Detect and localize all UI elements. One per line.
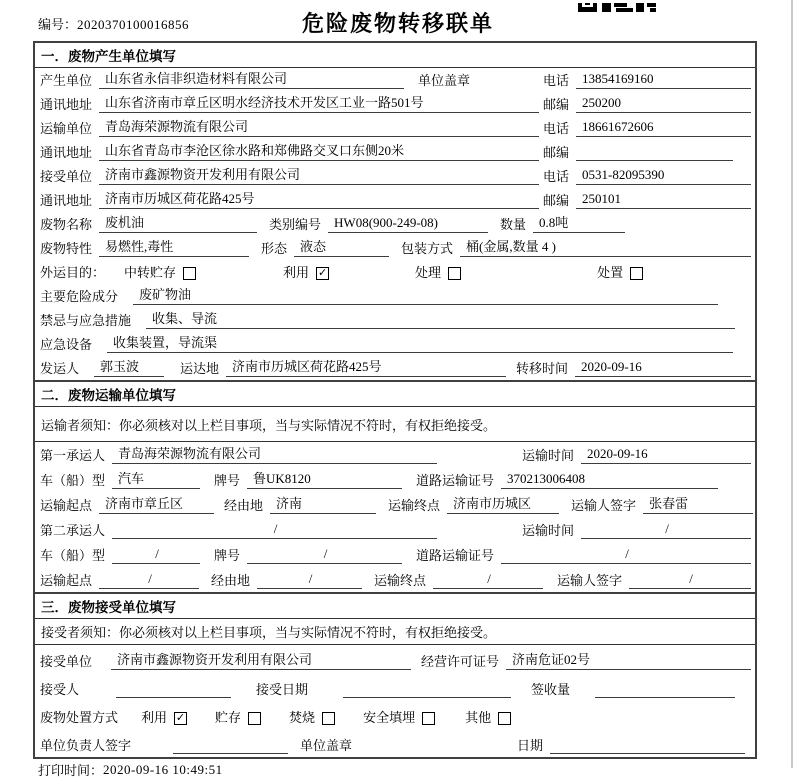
field-value: 济南市历城区荷花路425号: [226, 359, 506, 377]
field-label: 车（船）型: [40, 473, 106, 488]
field-value: 青岛海荣源物流有限公司: [112, 446, 437, 464]
checkbox-label: 贮存: [215, 710, 242, 725]
field-label: 运达地: [180, 361, 220, 376]
field-label: 数量: [500, 217, 527, 232]
checkbox-unchecked-icon: [498, 712, 511, 725]
form-row: [35, 442, 755, 467]
field-label: 道路运输证号: [416, 548, 495, 563]
section-1: [33, 41, 757, 382]
field-label: 通讯地址: [40, 145, 93, 160]
checkbox-unchecked-icon: [248, 712, 261, 725]
form-row: [35, 92, 755, 116]
field-label: 类别编号: [269, 217, 322, 232]
manifest-form: [33, 41, 757, 759]
print-time-line: [0, 759, 796, 780]
checkbox-option: [597, 262, 643, 281]
field-label: 电话: [542, 121, 569, 136]
field-label: 主要危险成分: [40, 289, 119, 304]
field-label: 包装方式: [401, 241, 454, 256]
field-label: 接受人: [40, 682, 80, 697]
field-value-slash: /: [581, 521, 751, 539]
field-value-slash: /: [433, 571, 543, 589]
section-heading: 二．废物运输单位填写: [35, 382, 755, 407]
checkbox-label: 处理: [415, 265, 442, 280]
field-label: 牌号: [214, 548, 241, 563]
field-label: 运输人签字: [571, 498, 637, 513]
field-value: 易燃性,毒性: [99, 239, 249, 257]
field-label: 运输时间: [521, 448, 574, 463]
checkbox-unchecked-icon: [183, 267, 196, 280]
field-label: 道路运输证号: [416, 473, 495, 488]
serial-number: 2020370100016856: [77, 17, 190, 32]
field-value-blank: [550, 737, 745, 754]
checkbox-option: [283, 262, 329, 281]
form-row: [35, 308, 755, 332]
field-value-slash: /: [112, 521, 437, 539]
field-label: 邮编: [542, 145, 569, 160]
field-label: 运输起点: [40, 498, 93, 513]
checkbox-unchecked-icon: [630, 267, 643, 280]
field-label: 废物名称: [40, 217, 93, 232]
checkbox-label: 利用: [283, 265, 310, 280]
checkbox-option: [141, 707, 187, 726]
field-label: 运输起点: [40, 573, 93, 588]
field-label: 邮编: [542, 193, 569, 208]
field-value-blank: [595, 681, 735, 698]
checkbox-option: [215, 707, 261, 726]
field-value: 13854169160: [576, 71, 751, 89]
form-row: [35, 236, 755, 260]
print-time-value: 2020-09-16 10:49:51: [103, 761, 223, 777]
field-label: 电话: [542, 73, 569, 88]
checkbox-checked-icon: ✓: [317, 267, 328, 279]
field-value: 液态: [294, 239, 389, 257]
form-row: [35, 492, 755, 517]
field-value: 废矿物油: [133, 287, 718, 305]
field-label: 运输人签字: [557, 573, 623, 588]
form-row: [35, 284, 755, 308]
field-value: 济南危证02号: [506, 652, 751, 670]
form-row: [35, 116, 755, 140]
field-value-slash: /: [112, 546, 200, 564]
field-value: 济南市历城区荷花路425号: [99, 191, 539, 209]
field-label: 邮编: [542, 97, 569, 112]
field-label: 单位盖章: [300, 738, 353, 753]
field-value: 桶(金属,数量 4 ): [460, 239, 751, 257]
checkbox-option: [415, 262, 461, 281]
checkbox-option: [289, 707, 335, 726]
checkbox-unchecked-icon: [322, 712, 335, 725]
form-row: [35, 729, 755, 757]
field-label: 产生单位: [40, 73, 93, 88]
checkbox-label: 其他: [465, 710, 492, 725]
field-label: 经由地: [224, 498, 264, 513]
form-row: [35, 188, 755, 212]
form-row: [35, 701, 755, 729]
field-label: 车（船）型: [40, 548, 106, 563]
field-value: 0531-82095390: [576, 167, 751, 185]
field-value: 鲁UK8120: [247, 471, 402, 489]
field-value-blank: [576, 144, 733, 161]
checkbox-label: 中转贮存: [124, 265, 177, 280]
notice-row: 运输者须知：你必须核对以上栏目事项，当与实际情况不符时，有权拒绝接受。: [35, 407, 755, 442]
form-row: [35, 542, 755, 567]
field-value: 山东省青岛市李沧区徐水路和郑佛路交叉口东侧20米: [99, 143, 539, 161]
field-label: 接受日期: [256, 682, 309, 697]
field-value: 济南市章丘区: [99, 496, 214, 514]
field-value-slash: /: [257, 571, 362, 589]
field-value: 郭玉波: [94, 359, 164, 377]
checkbox-unchecked-icon: [448, 267, 461, 280]
field-value-slash: /: [247, 546, 402, 564]
field-value-slash: /: [99, 571, 199, 589]
field-label: 应急设备: [40, 337, 93, 352]
checkbox-label: 利用: [141, 710, 168, 725]
field-label: 废物处置方式: [40, 710, 119, 725]
field-label: 经营许可证号: [421, 654, 500, 669]
field-value: 山东省永信非织造材料有限公司: [99, 71, 404, 89]
checkbox-option: [124, 262, 196, 281]
field-value: 0.8吨: [533, 215, 625, 233]
checkbox-label: 安全填埋: [363, 710, 416, 725]
checkbox-option: [363, 707, 435, 726]
page-edge-line: [791, 0, 793, 768]
field-value: HW08(900-249-08): [328, 215, 488, 233]
field-value: 250200: [576, 95, 751, 113]
field-value: 山东省济南市章丘区明水经济技术开发区工业一路501号: [99, 95, 539, 113]
field-value: 18661672606: [576, 119, 751, 137]
form-row: [35, 212, 755, 236]
field-label: 运输单位: [40, 121, 93, 136]
field-value: 2020-09-16: [575, 359, 751, 377]
field-value: 济南市鑫源物资开发利用有限公司: [111, 652, 411, 670]
print-time-label: 打印时间：: [38, 763, 104, 778]
field-value: 2020-09-16: [581, 446, 751, 464]
field-label: 第一承运人: [40, 448, 106, 463]
field-label: 单位负责人签字: [40, 738, 132, 753]
form-row: [35, 356, 755, 380]
form-row: [35, 645, 755, 673]
field-value: 370213006408: [501, 471, 718, 489]
field-value: 青岛海荣源物流有限公司: [99, 119, 539, 137]
field-value: 济南市鑫源物资开发利用有限公司: [99, 167, 539, 185]
field-label: 外运目的：: [40, 265, 106, 280]
field-value-slash: /: [501, 546, 751, 564]
field-value-blank: [173, 737, 288, 754]
field-label: 发运人: [40, 361, 80, 376]
section-3: [33, 594, 757, 759]
field-label: 通讯地址: [40, 193, 93, 208]
field-label: 第二承运人: [40, 523, 106, 538]
form-row: [35, 140, 755, 164]
field-label: 废物特性: [40, 241, 93, 256]
field-label: 运输终点: [388, 498, 441, 513]
page-title: 危险废物转移联单: [301, 11, 494, 36]
field-value-blank: [116, 681, 231, 698]
field-label: 日期: [516, 738, 543, 753]
field-label: 单位盖章: [418, 73, 471, 88]
form-row: [35, 467, 755, 492]
form-row: [35, 517, 755, 542]
field-value: 250101: [576, 191, 751, 209]
field-label: 接受单位: [40, 654, 93, 669]
serial-number-line: [38, 14, 189, 33]
field-label: 运输时间: [521, 523, 574, 538]
serial-label: 编号：: [38, 17, 78, 32]
notice-row: 接受者须知：你必须核对以上栏目事项，当与实际情况不符时，有权拒绝接受。: [35, 619, 755, 645]
field-label: 牌号: [214, 473, 241, 488]
field-value-blank: [343, 681, 511, 698]
checkbox-checked-icon: ✓: [175, 712, 186, 724]
field-label: 形态: [261, 241, 288, 256]
form-row: [35, 567, 755, 592]
document-header: [0, 0, 796, 41]
field-value: 收集装置，导流渠: [107, 335, 733, 353]
field-label: 电话: [542, 169, 569, 184]
field-value: 张春雷: [643, 496, 753, 514]
field-value: 汽车: [112, 471, 200, 489]
field-label: 运输终点: [374, 573, 427, 588]
field-label: 转移时间: [516, 361, 569, 376]
field-value: 济南市历城区: [447, 496, 559, 514]
field-label: 禁忌与应急措施: [40, 313, 132, 328]
checkbox-unchecked-icon: [422, 712, 435, 725]
checkbox-option: [465, 707, 511, 726]
section-2: [33, 382, 757, 594]
field-label: 接受单位: [40, 169, 93, 184]
form-row: [35, 673, 755, 701]
field-label: 经由地: [211, 573, 251, 588]
field-value: 废机油: [99, 215, 257, 233]
field-label: 签收量: [531, 682, 571, 697]
field-value-slash: /: [629, 571, 751, 589]
section-heading: 一．废物产生单位填写: [35, 43, 755, 68]
field-label: 通讯地址: [40, 97, 93, 112]
form-row: [35, 164, 755, 188]
checkbox-label: 焚烧: [289, 710, 316, 725]
section-heading: 三．废物接受单位填写: [35, 594, 755, 619]
field-value: 济南: [270, 496, 376, 514]
checkbox-label: 处置: [597, 265, 624, 280]
form-row: [35, 260, 755, 284]
form-row: [35, 332, 755, 356]
field-value: 收集、导流: [146, 311, 735, 329]
form-row: [35, 68, 755, 92]
